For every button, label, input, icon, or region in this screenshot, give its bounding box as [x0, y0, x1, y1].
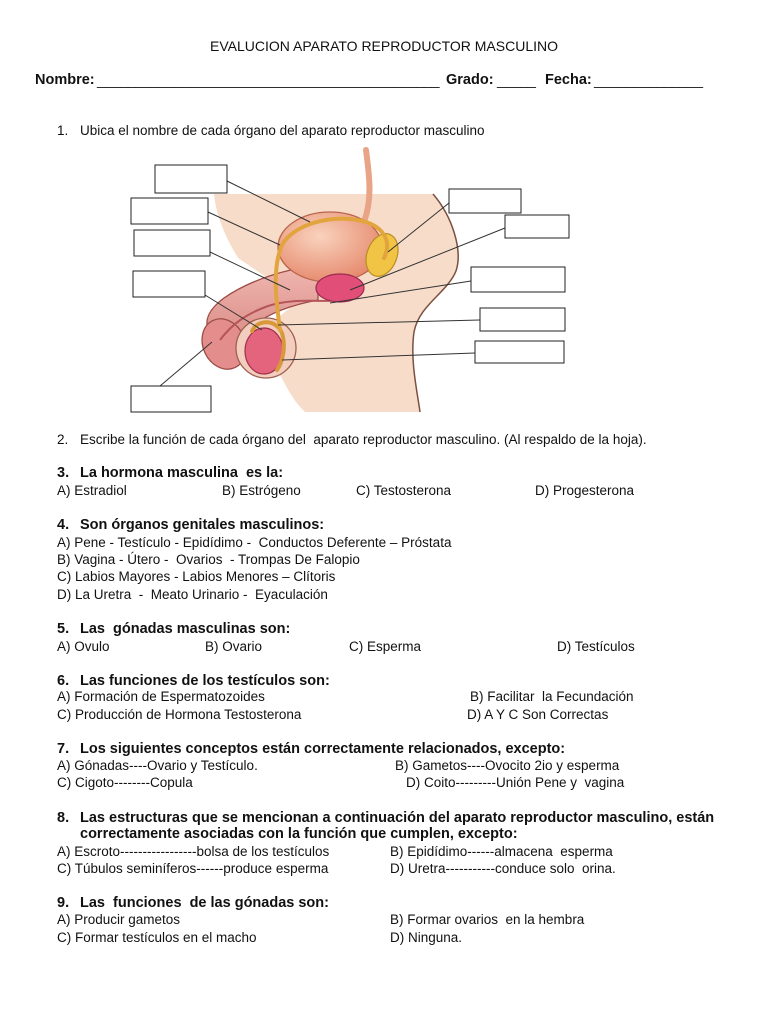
question-number: 8.	[57, 810, 70, 826]
question-number: 4.	[57, 517, 70, 533]
name-label: Nombre:	[35, 72, 95, 88]
option-b: B) Ovario	[205, 639, 263, 654]
option-b: B) Epidídimo------almacena esperma	[390, 844, 613, 859]
grade-label: Grado:	[446, 72, 494, 88]
option-b: B) Formar ovarios en la hembra	[390, 912, 585, 927]
grade-blank: _____	[497, 72, 536, 88]
page-title: EVALUCION APARATO REPRODUCTOR MASCULINO	[210, 38, 558, 54]
option-b: B) Gametos----Ovocito 2io y esperma	[395, 758, 620, 773]
prostate	[316, 274, 364, 302]
option-c: C) Formar testículos en el macho	[57, 930, 257, 945]
answer-box	[131, 198, 208, 224]
option-a: A) Escroto-----------------bolsa de los testículos	[57, 844, 330, 859]
question-number: 2.	[57, 432, 69, 447]
option-d: D) Testículos	[557, 639, 635, 654]
leader-line	[160, 342, 212, 386]
question-text: La hormona masculina es la:	[80, 465, 284, 481]
option-c: C) Esperma	[349, 639, 422, 654]
question-text: Ubica el nombre de cada órgano del aparato reproductor masculino	[80, 123, 485, 138]
answer-box	[480, 308, 565, 331]
option-b: B) Vagina - Útero - Ovarios - Trompas De Falopio	[57, 552, 360, 567]
option-c: C) Túbulos seminíferos------produce esperma	[57, 861, 329, 876]
question-text: Son órganos genitales masculinos:	[80, 517, 325, 533]
option-c: C) Cigoto--------Copula	[57, 775, 193, 790]
option-c: C) Labios Mayores - Labios Menores – Clítoris	[57, 569, 336, 584]
option-c: C) Testosterona	[356, 483, 452, 498]
option-d: D) La Uretra - Meato Urinario - Eyaculación	[57, 587, 328, 602]
option-a: A) Ovulo	[57, 639, 110, 654]
option-d: D) A Y C Son Correctas	[467, 707, 609, 722]
ureter	[364, 150, 370, 222]
question-text: Las funciones de los testículos son:	[80, 673, 330, 689]
question-number: 9.	[57, 895, 70, 911]
option-a: A) Estradiol	[57, 483, 127, 498]
question-number: 1.	[57, 123, 69, 138]
question-number: 5.	[57, 621, 70, 637]
question-text-line-2: correctamente asociadas con la función que cumplen, excepto:	[80, 826, 518, 842]
answer-box	[155, 165, 227, 193]
option-c: C) Producción de Hormona Testosterona	[57, 707, 302, 722]
question-text: Escribe la función de cada órgano del aparato reproductor masculino. (Al respaldo de la hoja).	[80, 432, 647, 447]
option-b: B) Estrógeno	[222, 483, 301, 498]
male-reproductive-diagram	[125, 140, 575, 420]
option-a: A) Formación de Espermatozoides	[57, 689, 265, 704]
option-a: A) Producir gametos	[57, 912, 181, 927]
answer-box	[449, 189, 521, 213]
question-text: Los siguientes conceptos están correctamente relacionados, excepto:	[80, 741, 566, 757]
date-label: Fecha:	[545, 72, 592, 88]
option-d: D) Ninguna.	[390, 930, 463, 945]
name-blank: ____________________________________________	[97, 72, 440, 88]
question-text-line-1: Las estructuras que se mencionan a continuación del aparato reproductor masculino, están	[80, 810, 715, 826]
answer-box	[131, 386, 211, 412]
option-d: D) Progesterona	[535, 483, 635, 498]
option-d: D) Coito---------Unión Pene y vagina	[406, 775, 625, 790]
answer-box	[471, 267, 565, 292]
question-text: Las funciones de las gónadas son:	[80, 895, 329, 911]
date-blank: ______________	[594, 72, 704, 88]
question-number: 6.	[57, 673, 70, 689]
option-d: D) Uretra-----------conduce solo orina.	[390, 861, 616, 876]
option-a: A) Gónadas----Ovario y Testículo.	[57, 758, 258, 773]
answer-box	[134, 230, 210, 256]
option-a: A) Pene - Testículo - Epidídimo - Conductos Deferente – Próstata	[57, 535, 452, 550]
answer-box	[475, 341, 564, 363]
option-b: B) Facilitar la Fecundación	[470, 689, 634, 704]
answer-box	[505, 215, 569, 238]
question-number: 3.	[57, 465, 70, 481]
answer-box	[133, 271, 205, 297]
question-text: Las gónadas masculinas son:	[80, 621, 291, 637]
question-number: 7.	[57, 741, 70, 757]
